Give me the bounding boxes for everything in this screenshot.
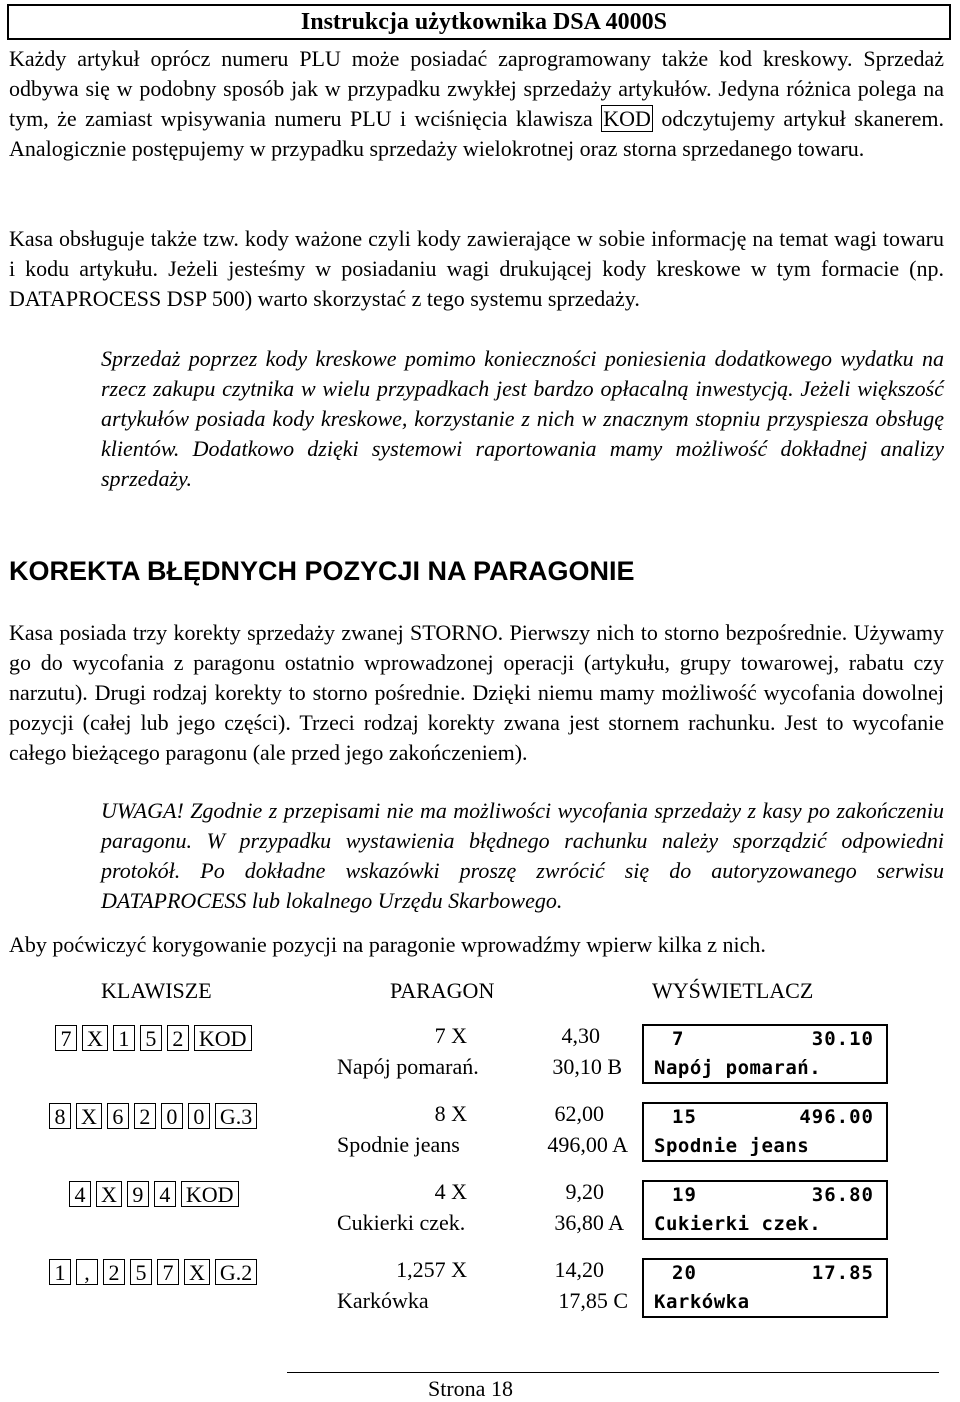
display-name: Napój pomarań.	[654, 1057, 822, 1079]
receipt-total: 36,80 A	[554, 1210, 624, 1235]
key-7: 7	[55, 1025, 77, 1051]
display-total: 496.00	[799, 1106, 874, 1128]
key-sequence-2	[49, 1103, 257, 1129]
cash-register-display	[642, 1024, 888, 1084]
column-header-display: WYŚWIETLACZ	[652, 978, 814, 1003]
receipt-item-name: Spodnie jeans	[337, 1132, 460, 1157]
header-title: Instrukcja użytkownika DSA 4000S	[300, 9, 667, 35]
key-sequence-4	[49, 1259, 257, 1285]
display-total: 36.80	[811, 1184, 874, 1206]
key-2: 2	[167, 1025, 189, 1051]
cash-register-display	[642, 1102, 888, 1162]
receipt-item-name: Napój pomarań.	[337, 1054, 479, 1079]
key-8: 8	[49, 1103, 71, 1129]
key-6: 6	[107, 1103, 129, 1129]
display-total: 30.10	[811, 1028, 874, 1050]
receipt-qty: 4 X	[434, 1179, 467, 1204]
paragraph-barcode-intro	[9, 44, 944, 164]
key-x: X	[96, 1181, 122, 1207]
paragraph-warning: UWAGA! Zgodnie z przepisami nie ma możliwości wycofania sprzedaży z kasy po zakończeniu paragonu. W przypadku wystawienia błędnego rachunku należy sporządzić odpowiedni protokół. Po dokładne wskazówki proszę zwrócić się do autoryzowanego serwisu DATAPROCESS lub lokalnego Urzędu Skarbowego.	[101, 798, 944, 913]
p1-text-b: odczytujemy artykuł skanerem. Analogicznie postępujemy w przypadku sprzedaży wielokrotnej oraz storna sprzedanego towaru.	[9, 106, 944, 161]
display-position: 7	[672, 1028, 685, 1050]
cash-register-display	[642, 1180, 888, 1240]
receipt-item-name: Cukierki czek.	[337, 1210, 466, 1235]
key-5: 5	[140, 1025, 162, 1051]
receipt-item-name: Karkówka	[337, 1288, 429, 1313]
key-5: 5	[130, 1259, 152, 1285]
key-4: 4	[69, 1181, 91, 1207]
display-position: 20	[672, 1262, 697, 1284]
key-2: 2	[134, 1103, 156, 1129]
receipt-total: 496,00 A	[547, 1132, 628, 1157]
p1-text-a: Każdy artykuł oprócz numeru PLU może posiadać zaprogramowany także kod kreskowy. Sprzedaż odbywa się w podobny sposób jak w przypadku zwykłej sprzedaży artykułów. Jedyna różnica polega na tym, że zamiast wpisywania numeru PLU i wciśnięcia klawisza	[9, 46, 944, 131]
display-position: 19	[672, 1184, 697, 1206]
footer-rule	[287, 1372, 939, 1373]
receipt-price: 4,30	[561, 1023, 600, 1048]
display-name: Spodnie jeans	[654, 1135, 810, 1157]
key-0: 0	[161, 1103, 183, 1129]
receipt-price: 14,20	[554, 1257, 604, 1282]
receipt-qty: 1,257 X	[396, 1257, 467, 1282]
key-sequence-3	[69, 1181, 239, 1207]
key-x: X	[184, 1259, 210, 1285]
paragraph-storno: Kasa posiada trzy korekty sprzedaży zwanej STORNO. Pierwszy nich to storno bezpośrednie. Używamy go do wycofania z paragonu ostatnio wprowadzonej operacji (artykułu, grupy towarowej, rabatu czy narzutu). Drugi rodzaj korekty to storno pośrednie. Dzięki niemu mamy możliwość wycofania dowolnej pozycji (całej lub jego części). Trzeci rodzaj korekty zwana jest stornem rachunku. Jest to wycofanie całego bieżącego paragonu (ale przed jego zakończeniem).	[9, 620, 944, 765]
key-9: 9	[127, 1181, 149, 1207]
key-x: X	[76, 1103, 102, 1129]
display-name: Karkówka	[654, 1291, 750, 1313]
column-header-receipt: PARAGON	[390, 978, 495, 1003]
key-sequence-1	[55, 1025, 252, 1051]
receipt-total: 17,85 C	[558, 1288, 628, 1313]
key-1: 1	[113, 1025, 135, 1051]
receipt-qty: 8 X	[434, 1101, 467, 1126]
key-0: 0	[188, 1103, 210, 1129]
display-total: 17.85	[811, 1262, 874, 1284]
section-heading: KOREKTA BŁĘDNYCH POZYCJI NA PARAGONIE	[9, 556, 635, 586]
paragraph-barcode-benefits: Sprzedaż poprzez kody kreskowe pomimo konieczności poniesienia dodatkowego wydatku na rzecz zakupu czytnika w wielu przypadkach jest bardzo opłacalną inwestycją. Jeżeli większość artykułów posiada kody kreskowe, korzystanie z nich w znacznym stopniu przyspiesza obsługę klientów. Dodatkowo dzięki systemowi raportowania mamy możliwość dokładnej analizy sprzedaży.	[101, 346, 944, 491]
key-g2: G.2	[215, 1259, 257, 1285]
display-name: Cukierki czek.	[654, 1213, 822, 1235]
column-header-keys: KLAWISZE	[101, 978, 212, 1003]
receipt-qty: 7 X	[434, 1023, 467, 1048]
receipt-total: 30,10 B	[552, 1054, 622, 1079]
page-header	[7, 4, 951, 40]
kod-key-label: KOD	[603, 106, 651, 131]
key-4: 4	[154, 1181, 176, 1207]
key-2: 2	[103, 1259, 125, 1285]
key-x: X	[82, 1025, 108, 1051]
page-number: Strona 18	[428, 1376, 513, 1401]
key-comma: ,	[76, 1259, 98, 1285]
key-1: 1	[49, 1259, 71, 1285]
key-7: 7	[157, 1259, 179, 1285]
key-g3: G.3	[215, 1103, 257, 1129]
key-kod: KOD	[194, 1025, 252, 1051]
display-position: 15	[672, 1106, 697, 1128]
paragraph-weighted-codes: Kasa obsługuje także tzw. kody ważone czyli kody zawierające w sobie informację na temat wagi towaru i kodu artykułu. Jeżeli jesteśmy w posiadaniu wagi drukującej kody kreskowe w tym formacie (np. DATAPROCESS DSP 500) warto skorzystać z tego systemu sprzedaży.	[9, 226, 944, 311]
key-kod: KOD	[181, 1181, 239, 1207]
paragraph-exercise: Aby poćwiczyć korygowanie pozycji na paragonie wprowadźmy wpierw kilka z nich.	[9, 932, 766, 957]
cash-register-display	[642, 1258, 888, 1318]
receipt-price: 9,20	[565, 1179, 604, 1204]
receipt-price: 62,00	[554, 1101, 604, 1126]
